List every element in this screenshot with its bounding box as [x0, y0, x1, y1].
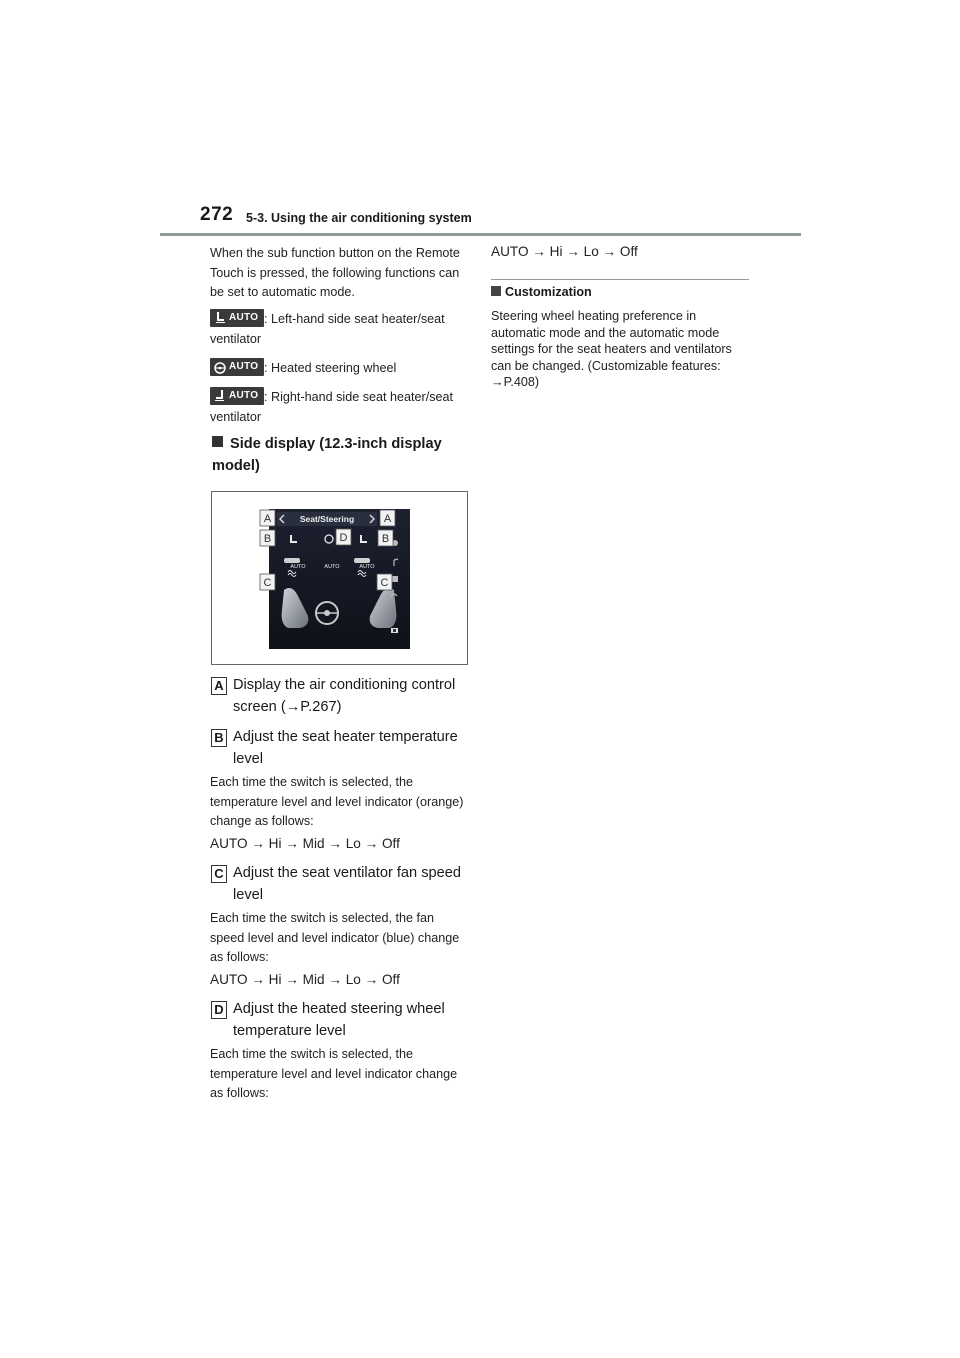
- auto-row-desc: : Left-hand side seat heater/seat ventilator: [210, 312, 445, 346]
- figure-callout: B: [381, 533, 390, 545]
- item-label-c: C: [211, 865, 227, 883]
- side-display-figure: [211, 491, 468, 665]
- item-c-sequence: AUTO → Hi → Mid → Lo → Off: [210, 972, 400, 987]
- figure-callout: A: [263, 513, 272, 525]
- item-b-sequence: AUTO → Hi → Mid → Lo → Off: [210, 836, 400, 851]
- item-label-b: B: [211, 729, 227, 747]
- item-b-note: Each time the switch is selected, the temperature level and level indicator (orange) change as follows:: [210, 775, 464, 828]
- intro-text: When the sub function button on the Remote Touch is pressed, the following functions can be set to automatic mode.: [210, 246, 460, 299]
- figure-callout: B: [263, 533, 272, 545]
- customization-heading: Customization: [491, 285, 592, 299]
- item-c-heading: Adjust the seat ventilator fan speed level: [233, 865, 461, 903]
- figure-callout: D: [339, 532, 348, 544]
- header-rule: [160, 233, 801, 236]
- item-d-heading: Adjust the heated steering wheel temperature level: [233, 1001, 445, 1039]
- divider: [491, 279, 749, 280]
- figure-callout: A: [383, 513, 392, 525]
- figure-auto-label: AUTO: [290, 564, 306, 570]
- bullet-square-icon: [212, 436, 223, 447]
- item-b-heading: Adjust the seat heater temperature level: [233, 729, 458, 767]
- side-display-heading: Side display (12.3-inch display model): [212, 436, 442, 474]
- figure-callout: C: [263, 577, 272, 589]
- steering-sequence: AUTO → Hi → Lo → Off: [491, 244, 638, 259]
- steering-wheel-icon: AUTO: [210, 358, 264, 376]
- figure-auto-label: AUTO: [359, 564, 375, 570]
- seat-left-icon: AUTO: [210, 309, 264, 327]
- item-label-a: A: [211, 677, 227, 695]
- figure-auto-label: AUTO: [324, 564, 340, 570]
- auto-row-desc: : Heated steering wheel: [264, 361, 397, 375]
- auto-row-steering: [210, 358, 470, 379]
- customization-body: Steering wheel heating preference in automatic mode and the automatic mode settings for the seat heaters and ventilators can be changed. (Customizable features: →P.408): [491, 309, 732, 389]
- page-number: 272: [200, 204, 234, 225]
- item-a-heading: Display the air conditioning control screen (→P.267): [233, 677, 456, 715]
- figure-callout: C: [380, 577, 389, 589]
- auto-row-desc: : Right-hand side seat heater/seat ventilator: [210, 390, 454, 424]
- seat-right-icon: AUTO: [210, 387, 264, 405]
- item-d-note: Each time the switch is selected, the temperature level and level indicator change as follows:: [210, 1047, 458, 1100]
- section-title: 5-3. Using the air conditioning system: [246, 211, 472, 225]
- auto-row-right-seat: [210, 387, 470, 427]
- item-c-note: Each time the switch is selected, the fan speed level and level indicator (blue) change as follows:: [210, 911, 460, 964]
- auto-row-left-seat: [210, 309, 470, 349]
- figure-screen-title: Seat/Steering: [299, 514, 355, 524]
- bullet-square-icon: [491, 286, 501, 296]
- item-label-d: D: [211, 1001, 227, 1019]
